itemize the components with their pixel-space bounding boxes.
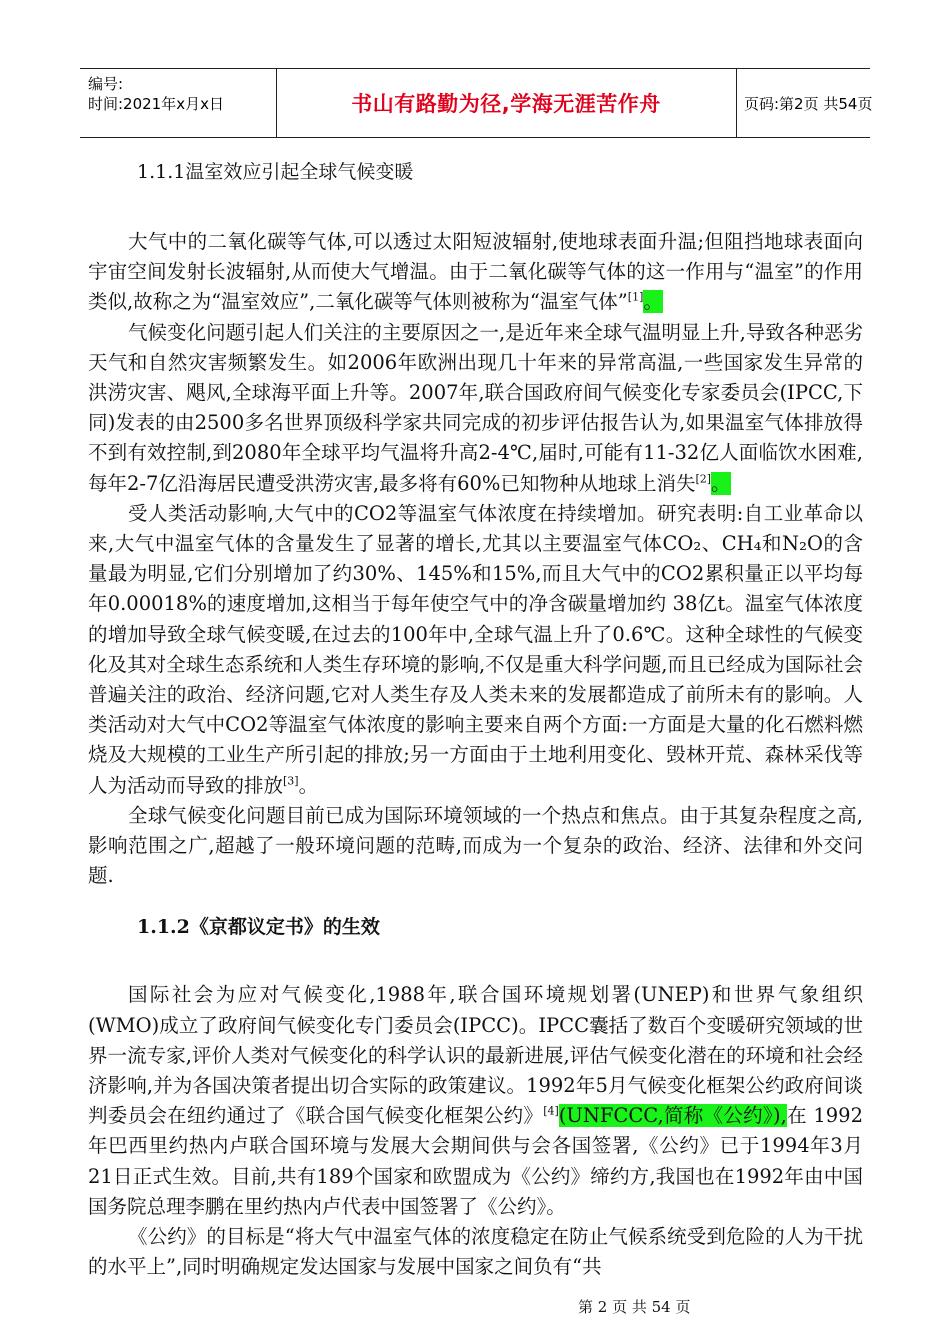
paragraph-text: 在 1992年巴西里约热内卢联合国环境与发展大会期间供与会各国签署,《公约》已于1994年3月21日正式生效。目前,共有189个国家和欧盟成为《公约》缔约方,我国也在1992年由中国国务院总理李鹏在里约热内卢代表中国签署了《公约》。 [88,1104,863,1218]
header-page-info: 页码:第2页 共54页 [744,94,873,113]
document-date-label: 时间:2021年x月x日 [88,95,224,113]
citation-ref: [1] [627,290,644,304]
highlighted-text: 。 [711,471,731,495]
paragraph [88,1222,863,1282]
paragraph [88,318,863,499]
paragraph-text: 。 [298,773,319,797]
page-footer: 第 2 页 共 54 页 [578,1298,691,1316]
paragraph [88,980,863,1222]
paragraph [88,801,863,892]
page-header [80,68,873,138]
paragraph-text: 全球气候变化问题目前已成为国际环境领域的一个热点和焦点。由于其复杂程度之高,影响范围之广,超越了一般环境问题的范畴,而成为一个复杂的政治、经济、法律和外交问题. [88,803,863,888]
header-motto-cell [276,69,737,137]
header-page-cell [736,69,873,137]
paragraph-text: 受人类活动影响,大气中的CO2等温室气体浓度在持续增加。研究表明:自工业革命以来,大气中温室气体的含量发生了显著的增长,尤其以主要温室气体CO₂、CH₄和N₂O的含量最为明显,它们分别增加了约30%、145%和15%,而且大气中的CO2累积量正以平均每年0.00018%的速度增加,这相当于每年使空气中的净含碳量增加约 38亿t。温室气体浓度的增加导致全球气候变暖,在过去的100年中,全球气温上升了0.6℃。这种全球性的气候变化及其对全球生态系统和人类生存环境的影响,不仅是重大科学问题,而且已经成为国际社会普遍关注的政治、经济问题,它对人类生存及人类未来的发展都造成了前所未有的影响。人类活动对大气中CO2等温室气体浓度的影响主要来自两个方面:一方面是大量的化石燃料燃烧及大规模的工业生产所引起的排放;另一方面由于土地利用变化、毁林开荒、森林采伐等人为活动而导致的排放 [88,501,863,797]
header-meta-cell [80,69,277,137]
section-heading-1-1-2: 1.1.2《京都议定书》的生效 [137,916,380,939]
paragraph [88,227,863,318]
paragraph-text: 《公约》的目标是“将大气中温室气体的浓度稳定在防止气候系统受到危险的人为干扰的水平上”,同时明确规定发达国家与发展中国家之间负有“共 [88,1225,863,1279]
citation-ref: [4] [543,1104,559,1118]
highlighted-text: 。 [643,290,663,314]
paragraph-text: 气候变化问题引起人们关注的主要原因之一,是近年来全球气温明显上升,导致各种恶劣天气和自然灾害频繁发生。如2006年欧洲出现几十年来的异常高温,一些国家发生异常的洪涝灾害、飓风,全球海平面上升等。2007年,联合国政府间气候变化专家委员会(IPCC,下同)发表的由2500多名世界顶级科学家共同完成的初步评估报告认为,如果温室气体排放得不到有效控制,到2080年全球平均气温将升高2-4℃,届时,可能有11-32亿人面临饮水困难,每年2-7亿沿海居民遭受洪涝灾害,最多将有60%已知物种从地球上消失 [88,320,863,495]
header-motto: 书山有路勤为径,学海无涯苦作舟 [351,92,661,116]
document-body [88,150,863,1283]
citation-ref: [2] [695,472,712,486]
document-number-label: 编号: [88,75,124,93]
paragraph [88,499,863,801]
paragraph-text: 大气中的二氧化碳等气体,可以透过太阳短波辐射,使地球表面升温;但阻挡地球表面向宇宙空间发射长波辐射,从而使大气增温。由于二氧化碳等气体的这一作用与“温室”的作用类似,故称之为“温室效应”,二氧化碳等气体则被称为“温室气体” [88,230,863,314]
paragraph-text: 国际社会为应对气候变化,1988年,联合国环境规划署(UNEP)和世界气象组织(WMO)成立了政府间气候变化专门委员会(IPCC)。IPCC囊括了数百个变暖研究领域的世界一流专家,评价人类对气候变化的科学认识的最新进展,评估气候变化潜在的环境和社会经济影响,并为各国决策者提出切合实际的政策建议。1992年5月气候变化框架公约政府间谈判委员会在纽约通过了《联合国气候变化框架公约》 [88,983,863,1128]
citation-ref: [3] [283,774,299,788]
highlighted-text: (UNFCCC,简称《公约》), [558,1104,787,1128]
section-heading-1-1-1: 1.1.1温室效应引起全球气候变暖 [137,161,414,183]
